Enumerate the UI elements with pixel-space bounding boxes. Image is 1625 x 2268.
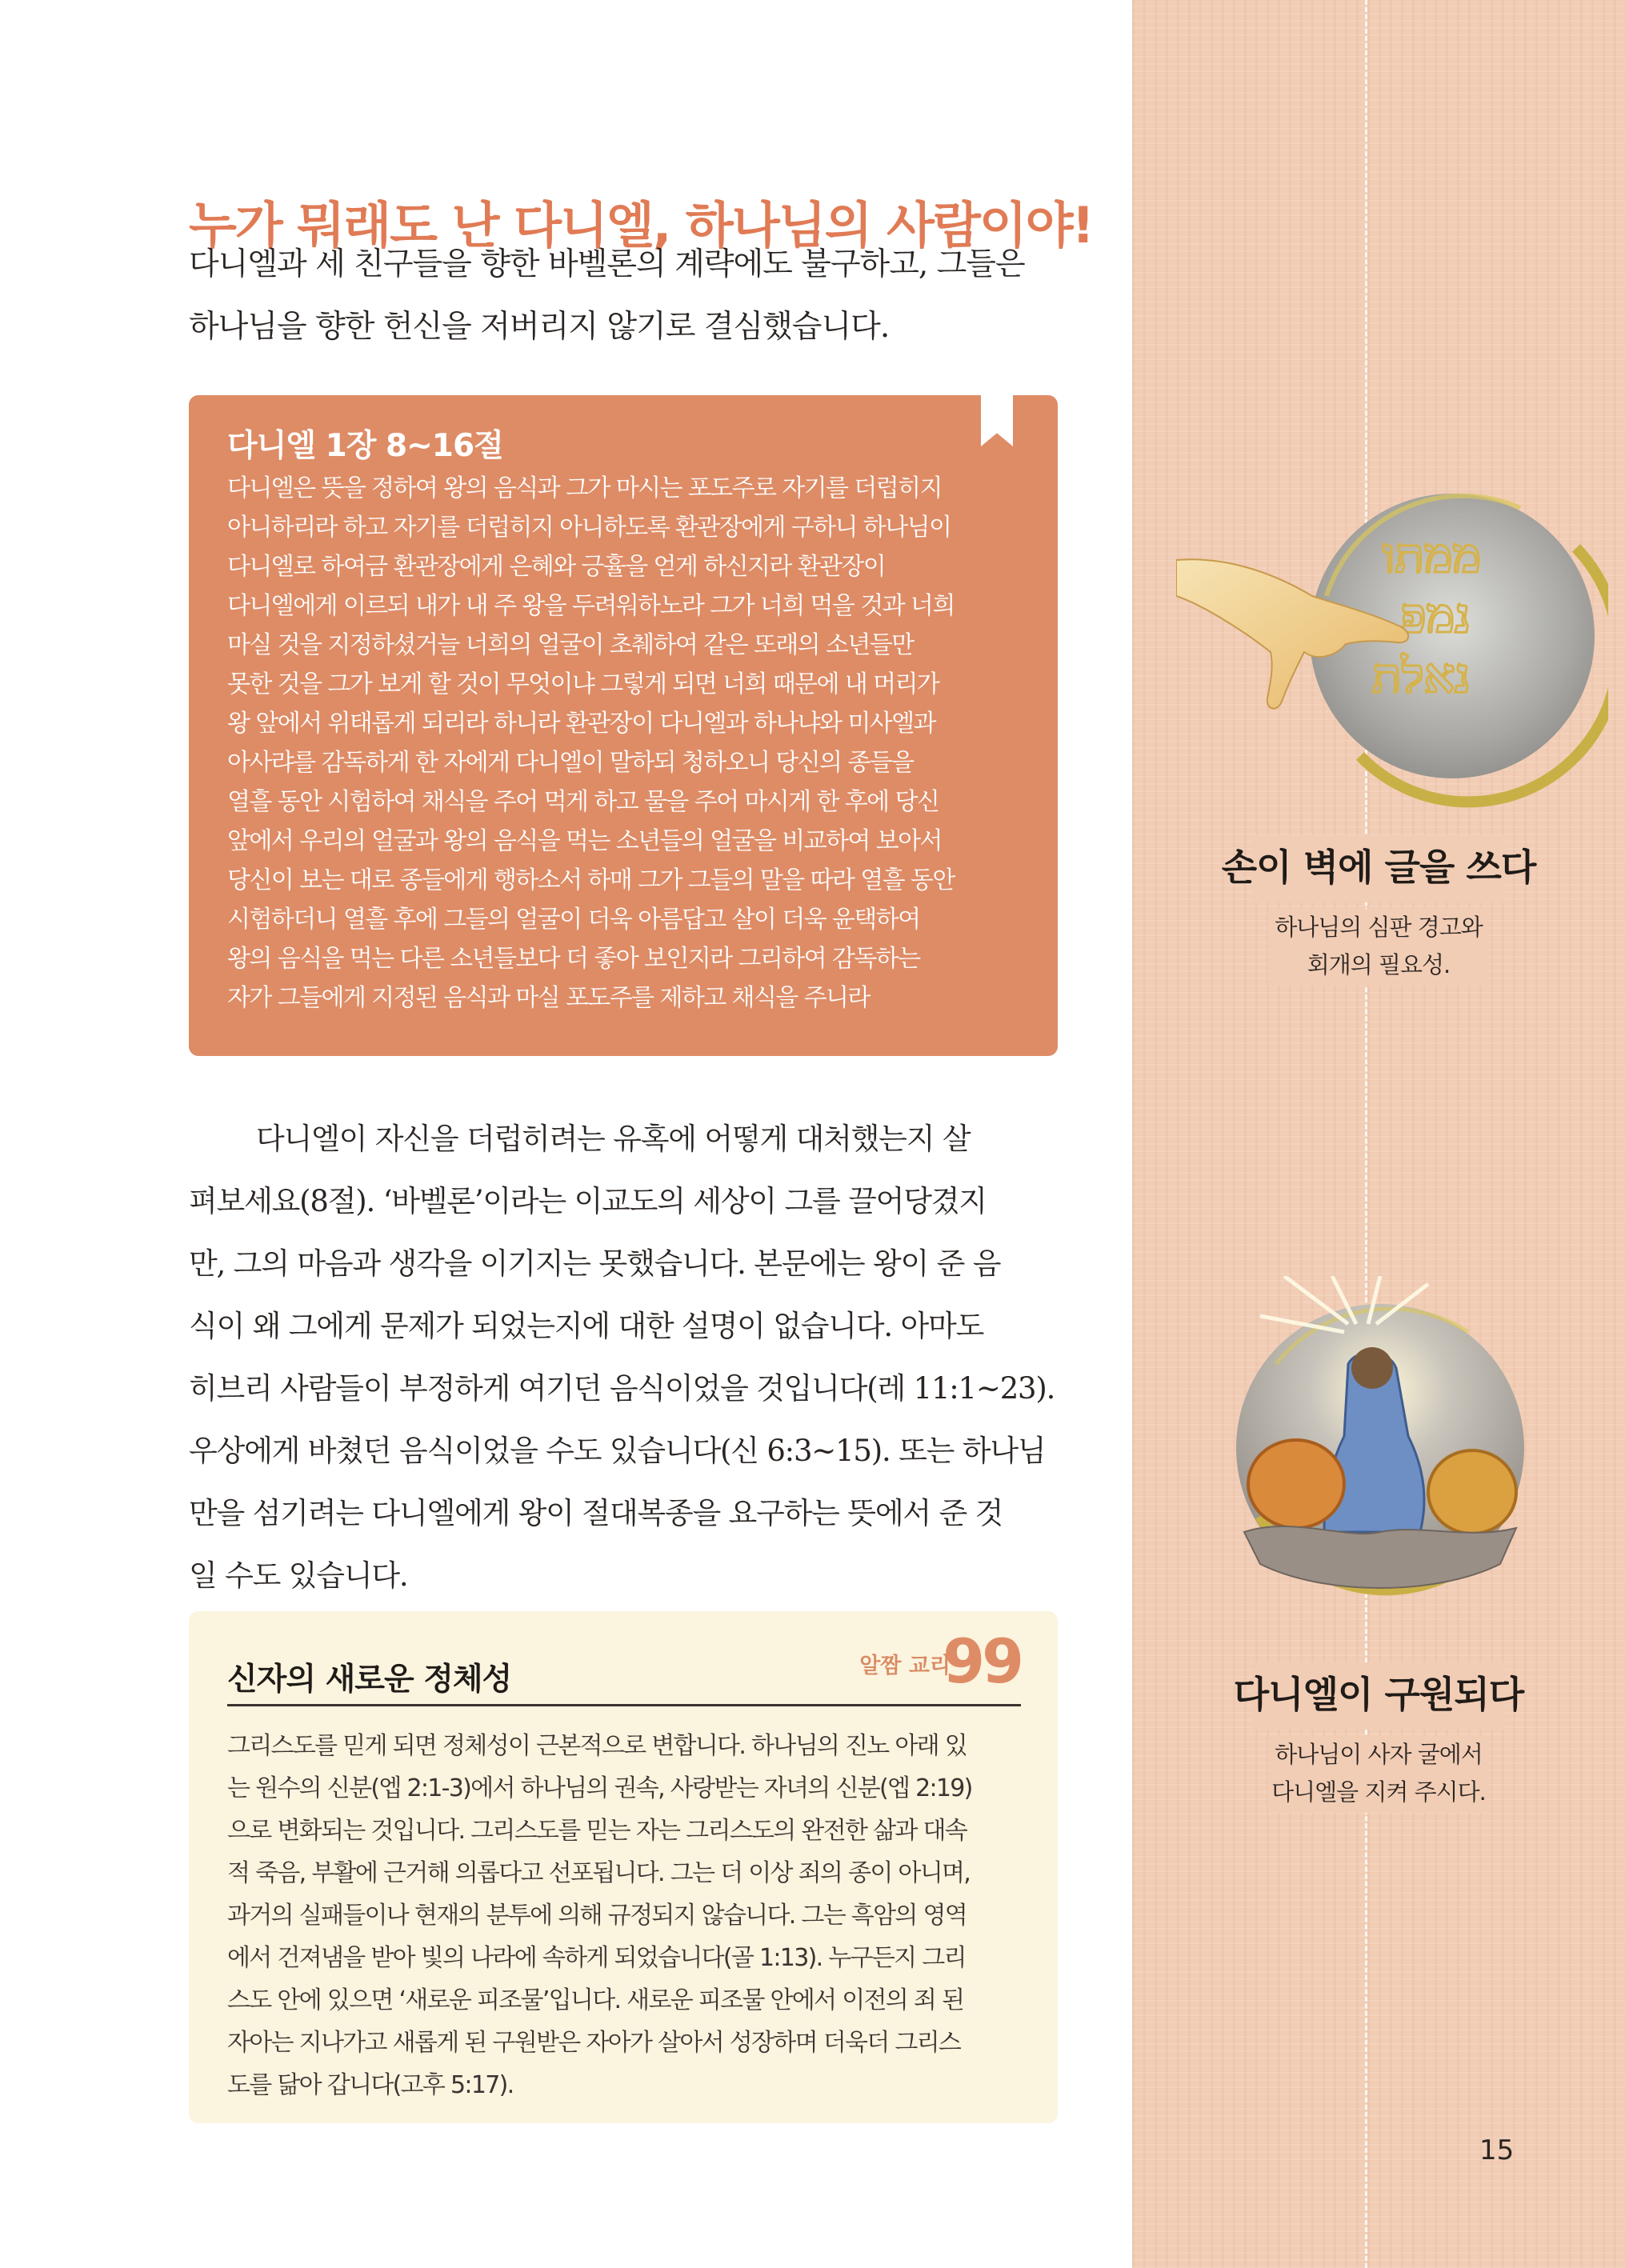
doctrine-line: 도를 닮아 갑니다(고후 5:17). — [227, 2071, 514, 2099]
doctrine-title: 신자의 새로운 정체성 — [227, 1662, 512, 1698]
scripture-line: 왕의 음식을 먹는 다른 소년들보다 더 좋아 보인지라 그리하여 감독하는 — [227, 945, 920, 973]
doctrine-line: 과거의 실패들이나 현재의 분투에 의해 규정되지 않습니다. 그는 흑암의 영역 — [227, 1902, 967, 1930]
page-heading: 누가 뭐래도 난 다니엘, 하나님의 사람이야! — [189, 195, 1093, 254]
caption-title: 다니엘이 구원되다 — [1233, 1673, 1524, 1716]
doctrine-tag: 알짬 교리 — [859, 1654, 951, 1678]
inscription-line: ממתו — [1383, 528, 1482, 584]
bookmark-icon — [981, 395, 1013, 446]
caption-daniel-saved — [1132, 1666, 1625, 1811]
scripture-line: 아니하리라 하고 자기를 더럽히지 아니하도록 환관장에게 구하니 하나님이 — [227, 514, 951, 542]
scripture-line: 아사랴를 감독하게 한 자에게 다니엘이 말하되 청하오니 당신의 종들을 — [227, 749, 914, 777]
doctrine-line: 적 죽음, 부활에 근거해 의롭다고 선포됩니다. 그는 더 이상 죄의 종이 아니며, — [227, 1859, 971, 1887]
scripture-line: 앞에서 우리의 얼굴과 왕의 음식을 먹는 소년들의 얼굴을 비교하여 보아서 — [227, 827, 942, 855]
body-line: 우상에게 바쳤던 음식이었을 수도 있습니다(신 6:3~15). 또는 하나님 — [189, 1434, 1046, 1468]
doctrine-line: 으로 변화되는 것입니다. 그리스도를 믿는 자는 그리스도의 완전한 삶과 대속 — [227, 1817, 967, 1845]
doctrine-line: 자아는 지나가고 새롭게 된 구원받은 자아가 살아서 성장하며 더욱더 그리스 — [227, 2029, 961, 2057]
intro-line: 다니엘과 세 친구들을 향한 바벨론의 계략에도 불구하고, 그들은 — [189, 246, 1025, 282]
scripture-line: 당신이 보는 대로 종들에게 행하소서 하매 그가 그들의 말을 따라 열흘 동안 — [227, 866, 955, 894]
daniel-lions-den-illustration — [1228, 1276, 1532, 1612]
page-number: 15 — [1479, 2134, 1515, 2166]
intro-line: 하나님을 향한 헌신을 저버리지 않기로 결심했습니다. — [189, 309, 890, 345]
doctrine-line: 그리스도를 믿게 되면 정체성이 근본적으로 변합니다. 하나님의 진노 아래 있 — [227, 1732, 967, 1760]
den-rocks — [1244, 1526, 1516, 1588]
body-line: 만, 그의 마음과 생각을 이기지는 못했습니다. 본문에는 왕이 준 음 — [189, 1246, 1001, 1281]
scripture-line: 마실 것을 지정하셨거늘 너희의 얼굴이 초췌하여 같은 또래의 소년들만 — [227, 631, 914, 659]
doctrine-box — [189, 1611, 1058, 2123]
body-line: 식이 왜 그에게 문제가 되었는지에 대한 설명이 없습니다. 아마도 — [189, 1309, 984, 1343]
body-line: 일 수도 있습니다. — [189, 1558, 408, 1593]
caption-sub-line: 하나님이 사자 굴에서 — [1275, 1741, 1483, 1768]
caption-subtitle — [1132, 909, 1625, 984]
doctrine-line: 에서 건져냄을 받아 빛의 나라에 속하게 되었습니다(골 1:13). 누구든지 그리 — [227, 1944, 966, 1972]
doctrine-number: 99 — [943, 1626, 1021, 1697]
body-line: 다니엘이 자신을 더럽히려는 유혹에 어떻게 대처했는지 살 — [256, 1122, 971, 1156]
scripture-line: 다니엘로 하여금 환관장에게 은혜와 긍휼을 얻게 하신지라 환관장이 — [227, 553, 886, 581]
stitch-divider — [1365, 0, 1367, 2268]
doctrine-line: 는 원수의 신분(엡 2:1-3)에서 하나님의 권속, 사랑받는 자녀의 신분(엡 2:19) — [227, 1774, 972, 1802]
scripture-title: 다니엘 1장 8~16절 — [227, 428, 503, 464]
scripture-line: 왕 앞에서 위태롭게 되리라 하니라 환관장이 다니엘과 하나냐와 미사엘과 — [227, 710, 935, 738]
caption-sub-line: 회개의 필요성. — [1307, 951, 1451, 978]
sidebar — [1132, 0, 1625, 2268]
scripture-text — [227, 469, 1035, 1018]
caption-sub-line: 하나님의 심판 경고와 — [1275, 914, 1483, 941]
doctrine-divider — [227, 1704, 1021, 1706]
body-paragraph — [189, 1108, 1077, 1607]
body-line: 히브리 사람들이 부정하게 여기던 음식이었을 것입니다(레 11:1~23). — [189, 1371, 1055, 1406]
body-line: 만을 섬기려는 다니엘에게 왕이 절대복종을 요구하는 뜻에서 준 것 — [189, 1496, 1003, 1530]
body-line: 펴보세요(8절). ‘바벨론’이라는 이교도의 세상이 그를 끌어당겼지 — [189, 1184, 987, 1218]
doctrine-text — [227, 1725, 1035, 2106]
caption-title: 손이 벽에 글을 쓰다 — [1221, 846, 1536, 889]
caption-subtitle — [1132, 1736, 1625, 1811]
caption-sub-line: 다니엘을 지켜 주시다. — [1271, 1778, 1486, 1806]
lion-icon — [1248, 1440, 1344, 1528]
hand-writing-wall-illustration — [1176, 484, 1608, 820]
daniel-head — [1351, 1347, 1393, 1389]
scripture-line: 시험하더니 열흘 후에 그들의 얼굴이 더욱 아름답고 살이 더욱 윤택하여 — [227, 906, 920, 934]
scripture-line: 자가 그들에게 지정된 음식과 마실 포도주를 제하고 채식을 주니라 — [227, 984, 870, 1012]
lion-icon — [1428, 1450, 1516, 1534]
scripture-line: 못한 것을 그가 보게 할 것이 무엇이냐 그렇게 되면 너희 때문에 내 머리가 — [227, 670, 939, 698]
scripture-line: 다니엘에게 이르되 내가 내 주 왕을 두려워하노라 그가 너희 먹을 것과 너희 — [227, 592, 955, 620]
inscription-line: נאלת — [1372, 648, 1471, 704]
caption-hand-writing — [1132, 838, 1625, 984]
inscription-line: נמפ — [1400, 588, 1471, 644]
scripture-line: 다니엘은 뜻을 정하여 왕의 음식과 그가 마시는 포도주로 자기를 더럽히지 — [227, 474, 942, 502]
doctrine-line: 스도 안에 있으면 ‘새로운 피조물’입니다. 새로운 피조물 안에서 이전의 죄 된 — [227, 1986, 964, 2014]
intro-paragraph — [189, 234, 1077, 358]
scripture-box — [189, 395, 1058, 1056]
scripture-line: 열흘 동안 시험하여 채식을 주어 먹게 하고 물을 주어 마시게 한 후에 당신 — [227, 788, 939, 816]
